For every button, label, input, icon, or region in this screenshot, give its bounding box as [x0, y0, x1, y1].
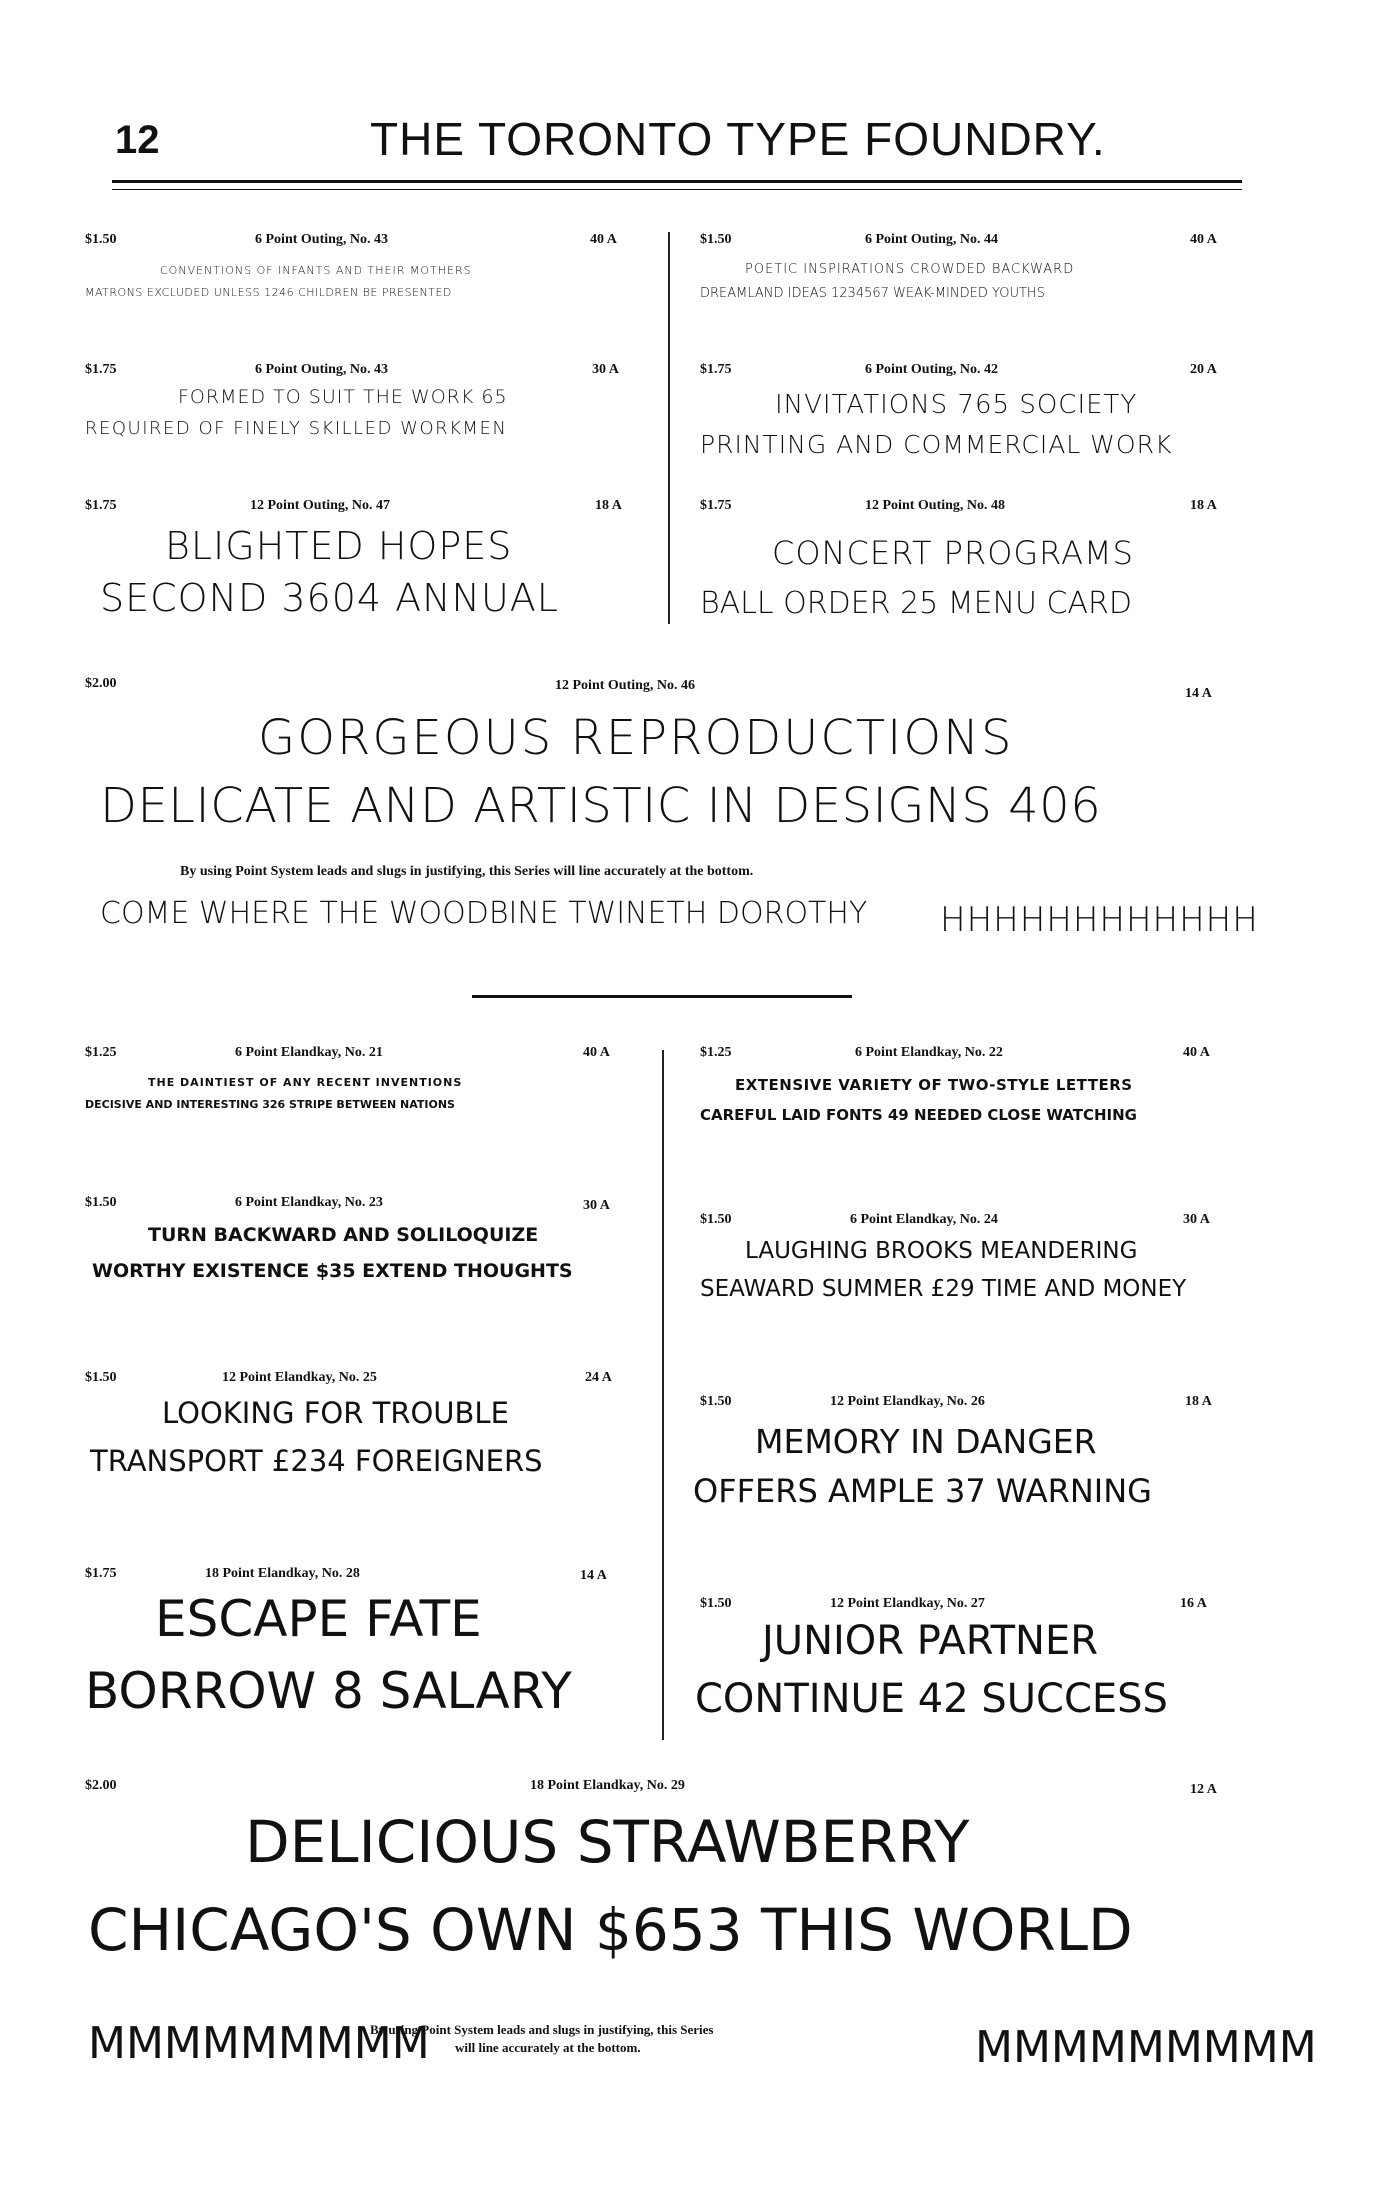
alignment-sample: HHHHHHHHHHHH [940, 900, 1259, 940]
price: $1.50 [85, 1195, 117, 1210]
series-note: will line accurately at the bottom. [455, 2040, 641, 2055]
alignment-sample: MMMMMMMMM [975, 2022, 1317, 2073]
font-count: 20 A [1190, 362, 1217, 377]
price: $1.50 [85, 232, 117, 247]
font-count: 30 A [592, 362, 619, 377]
specimen-line: GORGEOUS REPRODUCTIONS [258, 710, 1014, 766]
font-count: 14 A [1185, 686, 1212, 701]
font-count: 40 A [1183, 1045, 1210, 1060]
price: $1.75 [700, 498, 732, 513]
font-name: 12 Point Outing, No. 46 [555, 678, 696, 693]
font-name: 6 Point Elandkay, No. 23 [235, 1195, 383, 1210]
specimen-line: MATRONS EXCLUDED UNLESS 1246 CHILDREN BE PRESENTED [85, 286, 452, 299]
specimen-line: SECOND 3604 ANNUAL [100, 576, 559, 620]
specimen-line: THE DAINTIEST OF ANY RECENT INVENTIONS [148, 1076, 463, 1089]
font-name: 6 Point Outing, No. 43 [255, 362, 389, 377]
price: $1.25 [85, 1045, 117, 1060]
alignment-sample: MMMMMMMMM [88, 2018, 430, 2069]
specimen-line: CONCERT PROGRAMS [772, 534, 1134, 572]
price: $1.75 [85, 498, 117, 513]
specimen-line: TRANSPORT £234 FOREIGNERS [90, 1444, 543, 1478]
font-name: 6 Point Outing, No. 43 [255, 232, 389, 247]
specimen-line: INVITATIONS 765 SOCIETY [775, 390, 1138, 420]
specimen-line: DELICIOUS STRAWBERRY [245, 1808, 970, 1876]
font-name: 12 Point Elandkay, No. 25 [222, 1370, 377, 1385]
font-count: 30 A [583, 1198, 610, 1213]
font-name: 6 Point Outing, No. 44 [865, 232, 999, 247]
specimen-line: DELICATE AND ARTISTIC IN DESIGNS 406 [100, 778, 1102, 834]
font-count: 40 A [590, 232, 617, 247]
specimen-line: BORROW 8 SALARY [85, 1662, 572, 1720]
outing-column-divider [668, 232, 670, 624]
font-count: 14 A [580, 1568, 607, 1583]
font-name: 18 Point Elandkay, No. 29 [530, 1778, 685, 1793]
price: $1.25 [700, 1045, 732, 1060]
specimen-line: TURN BACKWARD AND SOLILOQUIZE [148, 1224, 539, 1246]
price: $2.00 [85, 1778, 117, 1793]
font-count: 16 A [1180, 1596, 1207, 1611]
alignment-sample: COME WHERE THE WOODBINE TWINETH DOROTHY [100, 896, 868, 931]
font-count: 40 A [583, 1045, 610, 1060]
specimen-line: BLIGHTED HOPES [165, 524, 513, 568]
specimen-line: CHICAGO'S OWN $653 THIS WORLD [88, 1896, 1133, 1964]
specimen-line: BALL ORDER 25 MENU CARD [700, 586, 1132, 621]
specimen-line: CAREFUL LAID FONTS 49 NEEDED CLOSE WATCHING [700, 1106, 1137, 1124]
font-name: 6 Point Elandkay, No. 24 [850, 1212, 998, 1227]
font-name: 18 Point Elandkay, No. 28 [205, 1566, 360, 1581]
price: $1.50 [700, 232, 732, 247]
price: $1.50 [700, 1212, 732, 1227]
font-name: 6 Point Elandkay, No. 22 [855, 1045, 1003, 1060]
specimen-line: POETIC INSPIRATIONS CROWDED BACKWARD [745, 262, 1075, 277]
font-name: 12 Point Outing, No. 48 [865, 498, 1006, 513]
specimen-line: OFFERS AMPLE 37 WARNING [693, 1472, 1152, 1510]
font-name: 6 Point Elandkay, No. 21 [235, 1045, 383, 1060]
series-note: By using Point System leads and slugs in justifying, this Series [370, 2022, 714, 2037]
header-rule-top [112, 180, 1242, 183]
specimen-line: SEAWARD SUMMER £29 TIME AND MONEY [700, 1276, 1187, 1302]
font-count: 18 A [1190, 498, 1217, 513]
price: $1.50 [700, 1596, 732, 1611]
price: $1.50 [700, 1394, 732, 1409]
font-count: 18 A [595, 498, 622, 513]
price: $2.00 [85, 676, 117, 691]
specimen-line: MEMORY IN DANGER [755, 1422, 1097, 1461]
specimen-line: CONTINUE 42 SUCCESS [695, 1676, 1168, 1722]
specimen-line: DREAMLAND IDEAS 1234567 WEAK-MINDED YOUTHS [700, 286, 1045, 301]
font-count: 30 A [1183, 1212, 1210, 1227]
specimen-line: FORMED TO SUIT THE WORK 65 [178, 386, 508, 408]
font-count: 40 A [1190, 232, 1217, 247]
specimen-line: CONVENTIONS OF INFANTS AND THEIR MOTHERS [160, 264, 472, 277]
font-count: 12 A [1190, 1782, 1217, 1797]
specimen-line: DECISIVE AND INTERESTING 326 STRIPE BETWEEN NATIONS [85, 1098, 455, 1111]
specimen-line: JUNIOR PARTNER [762, 1618, 1099, 1664]
font-name: 6 Point Outing, No. 42 [865, 362, 999, 377]
font-name: 12 Point Outing, No. 47 [250, 498, 391, 513]
specimen-line: LOOKING FOR TROUBLE [162, 1396, 509, 1430]
specimen-line: PRINTING AND COMMERCIAL WORK [700, 430, 1173, 459]
price: $1.75 [85, 1566, 117, 1581]
price: $1.75 [700, 362, 732, 377]
specimen-line: WORTHY EXISTENCE $35 EXTEND THOUGHTS [92, 1260, 573, 1282]
page-number: 12 [115, 118, 160, 162]
series-note: By using Point System leads and slugs in justifying, this Series will line accurately at the bottom. [180, 864, 754, 879]
specimen-line: ESCAPE FATE [155, 1590, 482, 1648]
elandkay-column-divider [662, 1050, 664, 1740]
price: $1.75 [85, 362, 117, 377]
section-rule [472, 995, 852, 998]
font-count: 24 A [585, 1370, 612, 1385]
header-rule-bottom [112, 189, 1242, 190]
specimen-line: EXTENSIVE VARIETY OF TWO-STYLE LETTERS [735, 1076, 1133, 1094]
price: $1.50 [85, 1370, 117, 1385]
page-title: THE TORONTO TYPE FOUNDRY. [370, 113, 1106, 165]
font-count: 18 A [1185, 1394, 1212, 1409]
specimen-line: REQUIRED OF FINELY SKILLED WORKMEN [85, 418, 508, 439]
font-name: 12 Point Elandkay, No. 26 [830, 1394, 985, 1409]
font-name: 12 Point Elandkay, No. 27 [830, 1596, 985, 1611]
specimen-line: LAUGHING BROOKS MEANDERING [745, 1238, 1138, 1264]
